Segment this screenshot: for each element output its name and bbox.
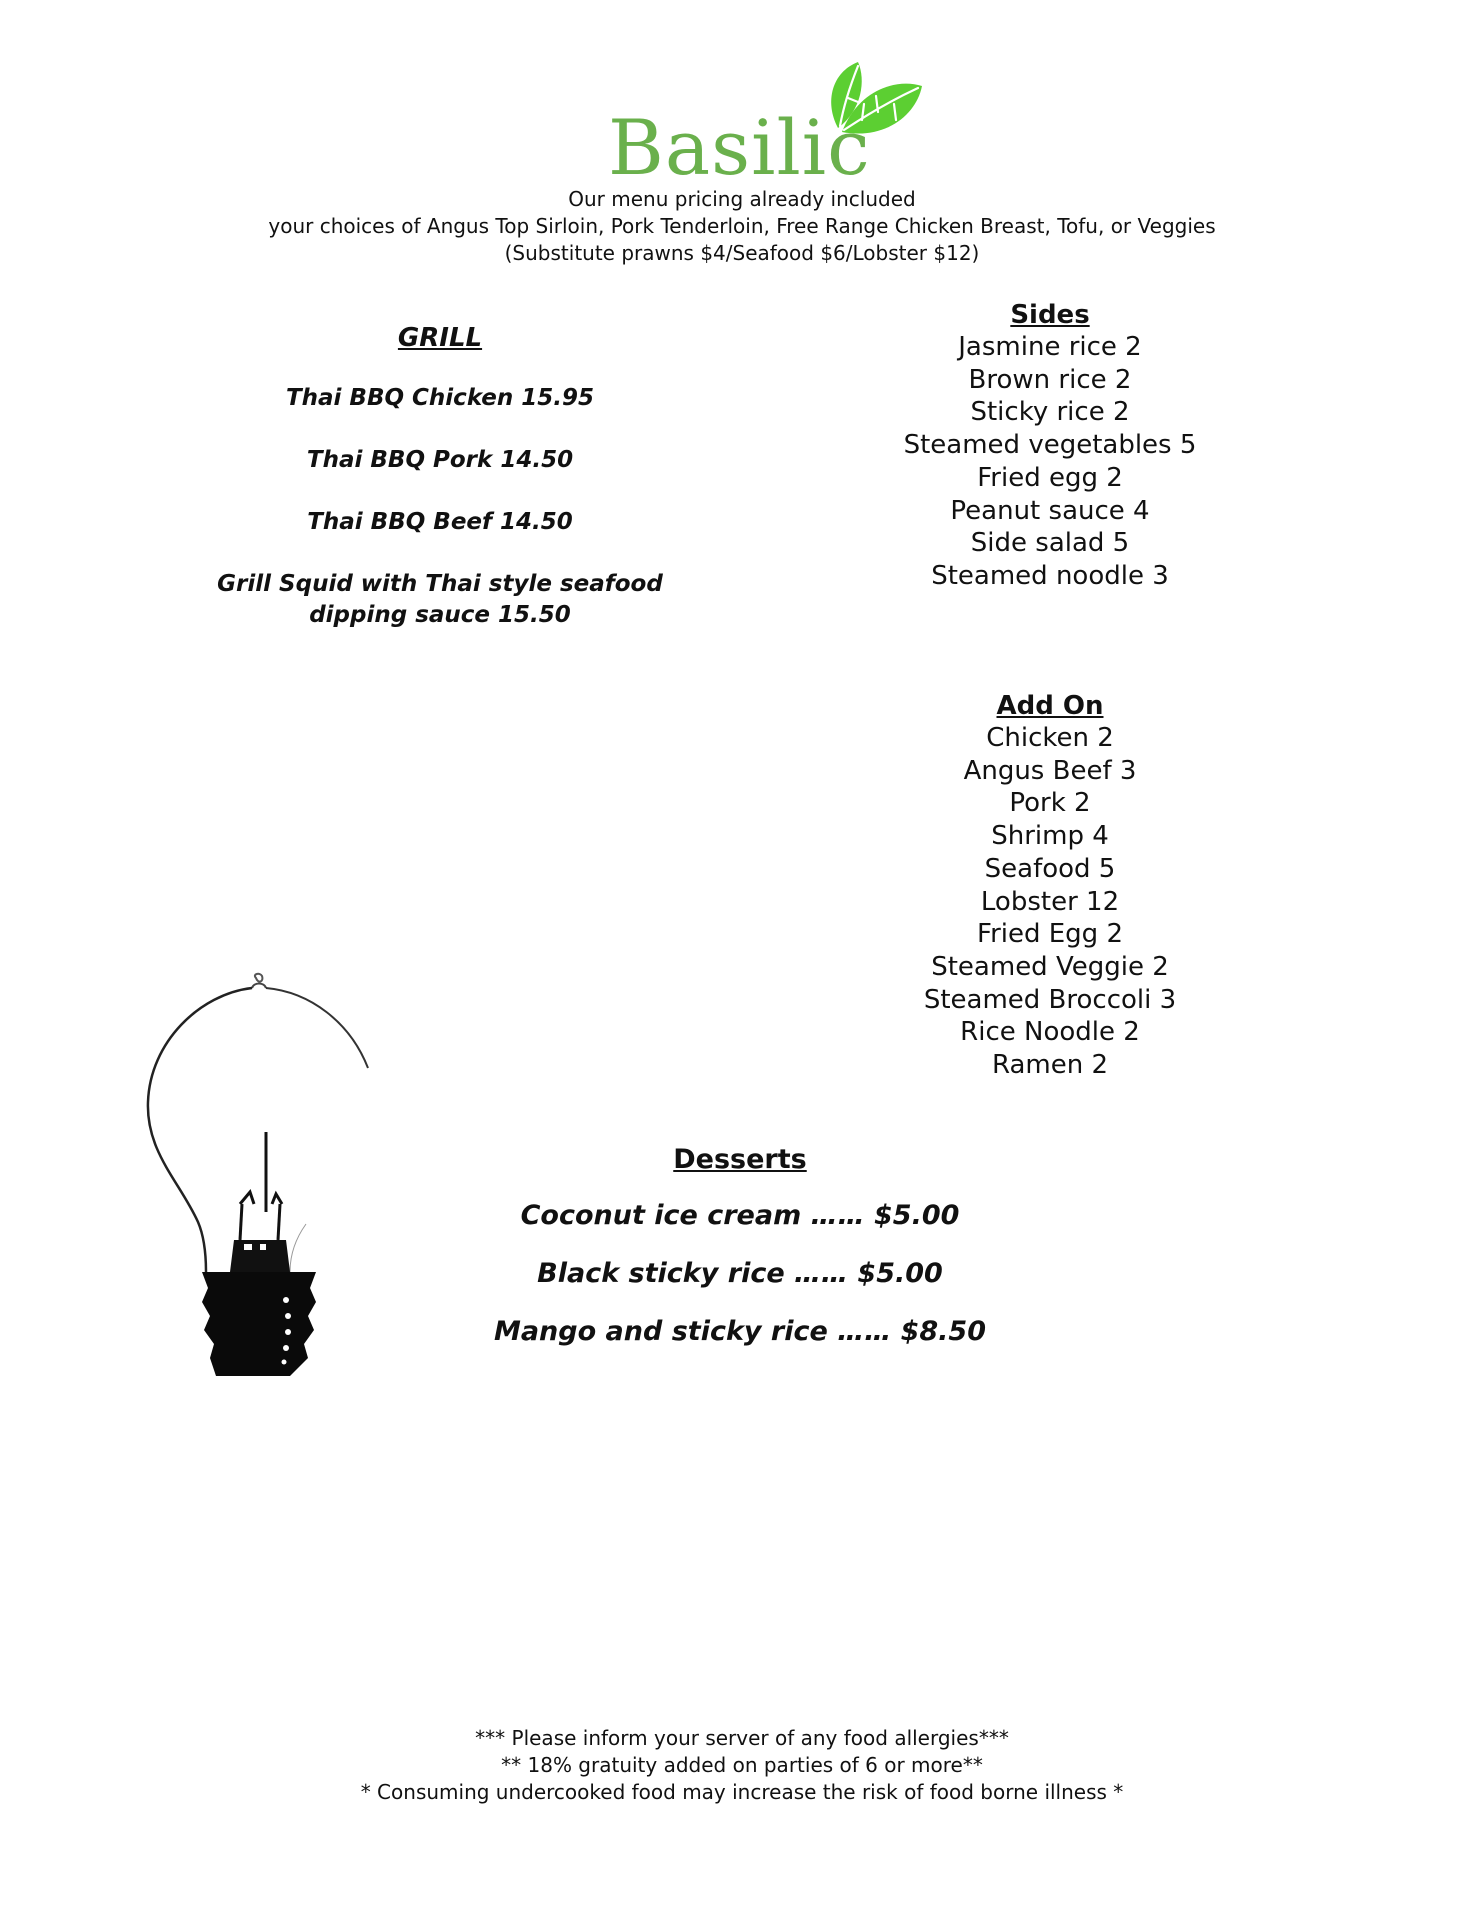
menu-footer [0, 1725, 1484, 1806]
footer-line: ** 18% gratuity added on parties of 6 or more** [501, 1753, 983, 1777]
side-item: Side salad 5 [970, 528, 1130, 559]
desserts-list [440, 1198, 1040, 1350]
side-item: Brown rice 2 [968, 364, 1132, 395]
add-on-item: Steamed Veggie 2 [931, 951, 1169, 982]
add-on-item: Rice Noodle 2 [960, 1017, 1140, 1048]
add-on-item: Pork 2 [1009, 788, 1091, 819]
light-bulb-icon [140, 972, 380, 1384]
side-item: Peanut sauce 4 [950, 495, 1150, 526]
sides-section [860, 299, 1240, 593]
add-on-item: Ramen 2 [991, 1050, 1109, 1081]
side-item: Steamed vegetables 5 [903, 430, 1197, 461]
side-item: Jasmine rice 2 [958, 332, 1142, 362]
intro-line: (Substitute prawns $4/Seafood $6/Lobster $12) [504, 241, 980, 265]
dessert-item: Mango and sticky rice …… $8.50 [493, 1316, 987, 1347]
grill-item: Thai BBQ Pork 14.50 [306, 447, 574, 473]
brand-name: Basilic [608, 103, 871, 192]
dessert-item: Black sticky rice …… $5.00 [537, 1258, 943, 1289]
grill-list [160, 383, 720, 631]
grill-item: Thai BBQ Chicken 15.95 [285, 385, 595, 411]
grill-heading: GRILL [397, 323, 483, 353]
intro-line: Our menu pricing already included [568, 187, 916, 211]
menu-intro [0, 186, 1484, 267]
add-on-item: Fried Egg 2 [977, 919, 1123, 950]
dessert-item: Coconut ice cream …… $5.00 [520, 1200, 960, 1231]
add-on-heading: Add On [996, 691, 1104, 721]
add-on-item: Seafood 5 [984, 853, 1116, 884]
brand-logo [600, 50, 930, 192]
side-item: Sticky rice 2 [970, 397, 1130, 428]
grill-section [160, 318, 720, 631]
grill-item: Thai BBQ Beef 14.50 [307, 509, 573, 535]
add-on-item: Angus Beef 3 [963, 755, 1137, 786]
add-on-item: Shrimp 4 [991, 821, 1109, 852]
desserts-heading: Desserts [673, 1144, 807, 1175]
side-item: Steamed noodle 3 [931, 560, 1169, 591]
footer-line: * Consuming undercooked food may increase the risk of food borne illness * [360, 1780, 1124, 1804]
sides-heading: Sides [1010, 300, 1090, 330]
intro-line: your choices of Angus Top Sirloin, Pork Tenderloin, Free Range Chicken Breast, Tofu, or Veggies [268, 214, 1216, 238]
grill-item: Grill Squid with Thai style seafood dipping sauce 15.50 [217, 571, 663, 628]
add-on-section [860, 690, 1240, 1082]
add-on-item: Lobster 12 [980, 886, 1120, 917]
add-on-item: Steamed Broccoli 3 [923, 984, 1177, 1015]
desserts-section [440, 1142, 1040, 1350]
side-item: Fried egg 2 [977, 462, 1123, 493]
footer-line: *** Please inform your server of any food allergies*** [475, 1726, 1009, 1750]
add-on-item: Chicken 2 [986, 723, 1114, 753]
